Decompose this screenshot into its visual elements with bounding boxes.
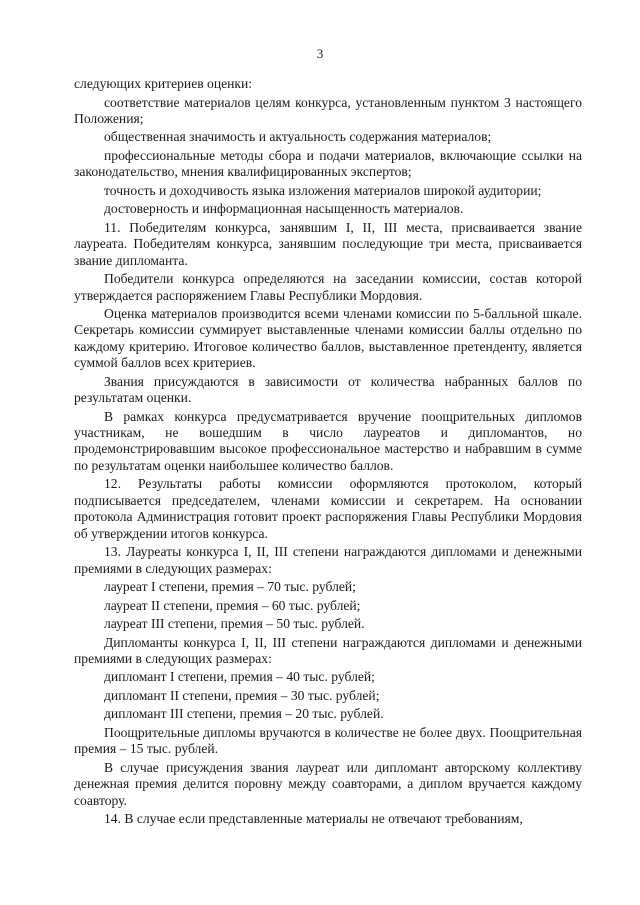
- paragraph: Поощрительные дипломы вручаются в количестве не более двух. Поощрительная премия – 15 тыс. рублей.: [74, 724, 582, 757]
- page-number: 3: [316, 46, 324, 61]
- paragraph: дипломант II степени, премия – 30 тыс. рублей;: [104, 687, 380, 703]
- paragraph: достоверность и информационная насыщенность материалов.: [104, 201, 464, 217]
- paragraph: лауреат II степени, премия – 60 тыс. рублей;: [104, 597, 361, 613]
- paragraph: Звания присуждаются в зависимости от количества набранных баллов по результатам оценки.: [74, 373, 582, 406]
- paragraph: лауреат I степени, премия – 70 тыс. рублей;: [104, 579, 356, 594]
- paragraph: В случае присуждения звания лауреат или дипломант авторскому коллективу денежная премия делится поровну между соавторами, а диплом вручается каждому соавтору.: [74, 759, 582, 808]
- paragraph: 11. Победителям конкурса, занявшим I, II, III места, присваивается звание лауреата. Победителям конкурса, занявшим последующие три места, присваивается звание дипломанта.: [74, 219, 582, 268]
- paragraph: дипломант III степени, премия – 20 тыс. рублей.: [104, 706, 384, 722]
- paragraph: дипломант I степени, премия – 40 тыс. рублей;: [104, 669, 375, 685]
- paragraph: В рамках конкурса предусматривается вручение поощрительных дипломов участникам, не вошедшим в число лауреатов и дипломантов, но продемонстрировавшим высокое профессиональное мастерство и набравшим в сумме по результатам оценки наибольшее количество баллов.: [74, 408, 582, 473]
- paragraph: лауреат III степени, премия – 50 тыс. рублей.: [104, 616, 365, 631]
- paragraph: 14. В случае если представленные материалы не отвечают требованиям,: [104, 811, 523, 827]
- paragraph: Дипломанты конкурса I, II, III степени награждаются дипломами и денежными премиями в следующих размерах:: [74, 634, 582, 666]
- document-body: [74, 76, 582, 830]
- paragraph: следующих критериев оценки:: [74, 76, 253, 91]
- paragraph: общественная значимость и актуальность содержания материалов;: [104, 129, 492, 145]
- paragraph: 13. Лауреаты конкурса I, II, III степени награждаются дипломами и денежными премиями в следующих размерах:: [74, 544, 582, 576]
- paragraph: Оценка материалов производится всеми членами комиссии по 5-балльной шкале. Секретарь комиссии суммирует выставленные членами комиссии баллы отдельно по каждому критерию. Итоговое количество баллов, выставленное претенденту, является суммой баллов всех критериев.: [74, 306, 582, 371]
- paragraph: Победители конкурса определяются на заседании комиссии, состав которой утверждается распоряжением Главы Республики Мордовия.: [74, 271, 582, 303]
- paragraph: точность и доходчивость языка изложения материалов широкой аудитории;: [104, 182, 542, 198]
- paragraph: соответствие материалов целям конкурса, установленным пунктом 3 настоящего Положения;: [74, 94, 582, 126]
- paragraph: 12. Результаты работы комиссии оформляются протоколом, который подписывается председателем, членами комиссии и секретарем. На основании протокола Администрация готовит проект распоряжения Главы Республики Мордовия об утверждении итогов конкурса.: [74, 476, 582, 541]
- paragraph: профессиональные методы сбора и подачи материалов, включающие ссылки на законодательство, мнения квалифицированных экспертов;: [74, 147, 582, 180]
